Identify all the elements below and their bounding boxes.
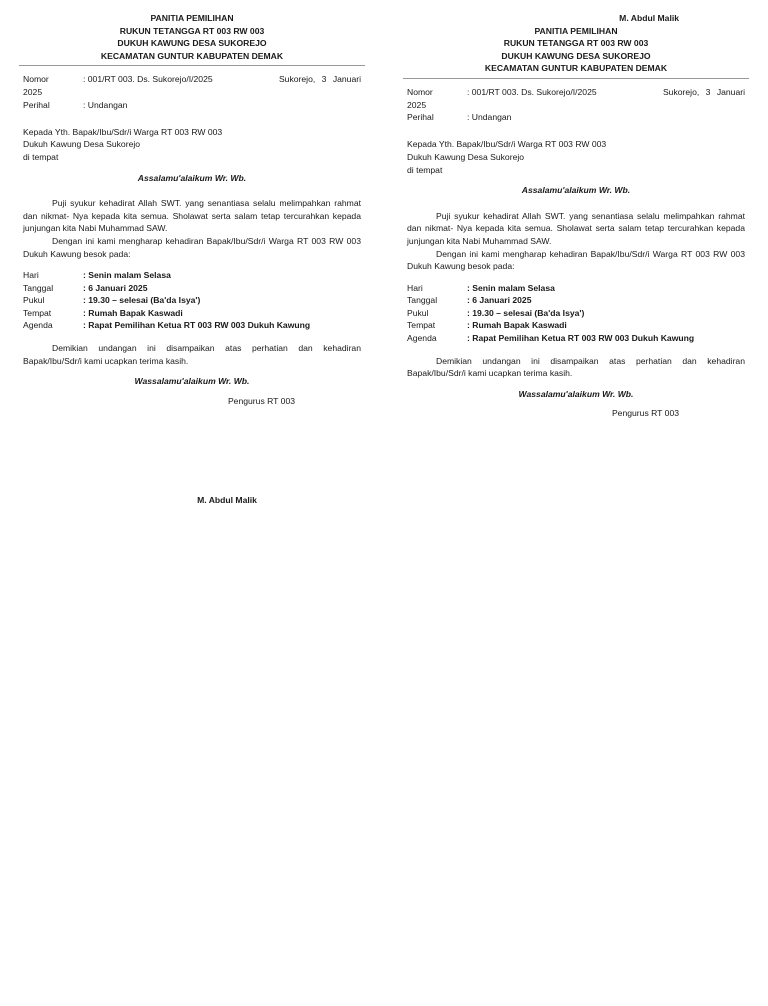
letter-left xyxy=(23,12,361,507)
nomor-label: Nomor xyxy=(23,74,49,85)
letterhead xyxy=(407,25,745,75)
body-paragraph-1: Puji syukur kehadirat Allah SWT. yang senantiasa selalu melimpahkan rahmat dan nikmat- Nya kepada kita semua. Sholawat serta salam tetap tercurahkan kepada junjungan kita Nabi Muhammad SAW. xyxy=(407,210,745,246)
opening-greeting: Assalamu'alaikum Wr. Wb. xyxy=(521,185,631,196)
detail-value: : Rumah Bapak Kaswadi xyxy=(83,307,183,318)
letterhead-line-3: DUKUH KAWUNG DESA SUKOREJO xyxy=(117,38,267,49)
place-date: Sukorejo, 3 Januari xyxy=(662,86,745,97)
detail-row xyxy=(23,282,310,295)
detail-row xyxy=(407,294,694,307)
letterhead-line-2: RUKUN TETANGGA RT 003 RW 003 xyxy=(119,25,265,36)
closing-paragraph: Demikian undangan ini disampaikan atas perhatian dan kehadiran Bapak/Ibu/Sdr/i kami ucapkan terima kasih. xyxy=(407,355,745,379)
detail-key: Tanggal xyxy=(23,282,54,293)
detail-value: : 19.30 – selesai (Ba'da Isya') xyxy=(83,295,201,306)
body-paragraph-2: Dengan ini kami mengharap kehadiran Bapak/Ibu/Sdr/i Warga RT 003 RW 003 Dukuh Kawung besok pada: xyxy=(407,248,745,272)
nomor-row xyxy=(407,86,745,99)
nomor-label: Nomor xyxy=(407,86,433,97)
detail-key: Tanggal xyxy=(407,295,438,306)
detail-key: Hari xyxy=(407,282,423,293)
recipient-line-3: di tempat xyxy=(407,164,443,175)
perihal-value: : Undangan xyxy=(83,99,128,110)
perihal-label: Perihal xyxy=(407,112,434,123)
nomor-value: : 001/RT 003. Ds. Sukorejo/I/2025 xyxy=(467,86,597,97)
detail-key: Pukul xyxy=(407,307,429,318)
letterhead-line-1: PANITIA PEMILIHAN xyxy=(150,13,234,23)
detail-row xyxy=(23,319,310,332)
letterhead-line-3: DUKUH KAWUNG DESA SUKOREJO xyxy=(501,50,651,61)
detail-row xyxy=(23,269,310,282)
detail-row xyxy=(407,307,694,320)
letterhead-line-2: RUKUN TETANGGA RT 003 RW 003 xyxy=(503,38,649,49)
letterhead xyxy=(23,12,361,62)
detail-value: : Senin malam Selasa xyxy=(83,270,171,281)
letterhead-line-4: KECAMATAN GUNTUR KABUPATEN DEMAK xyxy=(100,50,284,61)
detail-value: : Rapat Pemilihan Ketua RT 003 RW 003 Dukuh Kawung xyxy=(467,333,695,344)
nomor-value: : 001/RT 003. Ds. Sukorejo/I/2025 xyxy=(83,74,213,85)
recipient-line-1: Kepada Yth. Bapak/Ibu/Sdr/i Warga RT 003 RW 003 xyxy=(23,126,223,137)
body-paragraph-2: Dengan ini kami mengharap kehadiran Bapak/Ibu/Sdr/i Warga RT 003 RW 003 Dukuh Kawung besok pada: xyxy=(23,235,361,259)
nomor-row xyxy=(23,73,361,86)
detail-value: : Rapat Pemilihan Ketua RT 003 RW 003 Dukuh Kawung xyxy=(83,320,311,331)
detail-value: : Senin malam Selasa xyxy=(467,282,555,293)
letterhead-divider xyxy=(19,65,365,66)
letter-right xyxy=(407,12,745,420)
letterhead-line-4: KECAMATAN GUNTUR KABUPATEN DEMAK xyxy=(484,63,668,74)
date-year: 2025 xyxy=(407,99,427,110)
closing-paragraph: Demikian undangan ini disampaikan atas perhatian dan kehadiran Bapak/Ibu/Sdr/i kami ucapkan terima kasih. xyxy=(23,343,361,366)
signer-title: Pengurus RT 003 xyxy=(227,395,295,406)
detail-key: Hari xyxy=(23,270,39,281)
recipient-line-1: Kepada Yth. Bapak/Ibu/Sdr/i Warga RT 003 RW 003 xyxy=(407,139,607,150)
detail-key: Agenda xyxy=(407,333,437,344)
event-details xyxy=(23,269,310,332)
signer-title: Pengurus RT 003 xyxy=(611,408,679,419)
detail-row xyxy=(407,319,694,332)
top-signer-name: M. Abdul Malik xyxy=(619,13,679,23)
event-details xyxy=(407,282,694,345)
detail-key: Pukul xyxy=(23,295,45,306)
closing-greeting: Wassalamu'alaikum Wr. Wb. xyxy=(134,376,250,387)
recipient-line-2: Dukuh Kawung Desa Sukorejo xyxy=(23,139,141,150)
opening-greeting: Assalamu'alaikum Wr. Wb. xyxy=(137,172,247,183)
detail-row xyxy=(407,332,694,345)
recipient-line-2: Dukuh Kawung Desa Sukorejo xyxy=(407,151,525,162)
perihal-row xyxy=(407,111,745,124)
recipient-line-3: di tempat xyxy=(23,151,59,162)
detail-row xyxy=(407,282,694,295)
detail-value: : 19.30 – selesai (Ba'da Isya') xyxy=(467,307,585,318)
detail-row xyxy=(23,307,310,320)
detail-value: : 6 Januari 2025 xyxy=(467,295,532,306)
closing-greeting: Wassalamu'alaikum Wr. Wb. xyxy=(518,388,634,399)
signer-name: M. Abdul Malik xyxy=(197,495,257,506)
letterhead-line-1: PANITIA PEMILIHAN xyxy=(534,25,618,36)
letterhead-divider xyxy=(403,78,749,79)
detail-row xyxy=(23,294,310,307)
detail-value: : 6 Januari 2025 xyxy=(83,282,148,293)
perihal-row xyxy=(23,99,361,112)
detail-key: Agenda xyxy=(23,320,53,331)
perihal-value: : Undangan xyxy=(467,112,512,123)
date-year: 2025 xyxy=(23,86,43,97)
perihal-label: Perihal xyxy=(23,99,50,110)
body-paragraph-1: Puji syukur kehadirat Allah SWT. yang senantiasa selalu melimpahkan rahmat dan nikmat- Nya kepada kita semua. Sholawat serta salam tetap tercurahkan kepada junjungan kita Nabi Muhammad SAW. xyxy=(23,198,361,234)
detail-key: Tempat xyxy=(407,320,436,331)
place-date: Sukorejo, 3 Januari xyxy=(278,74,361,85)
detail-value: : Rumah Bapak Kaswadi xyxy=(467,320,567,331)
detail-key: Tempat xyxy=(23,307,52,318)
